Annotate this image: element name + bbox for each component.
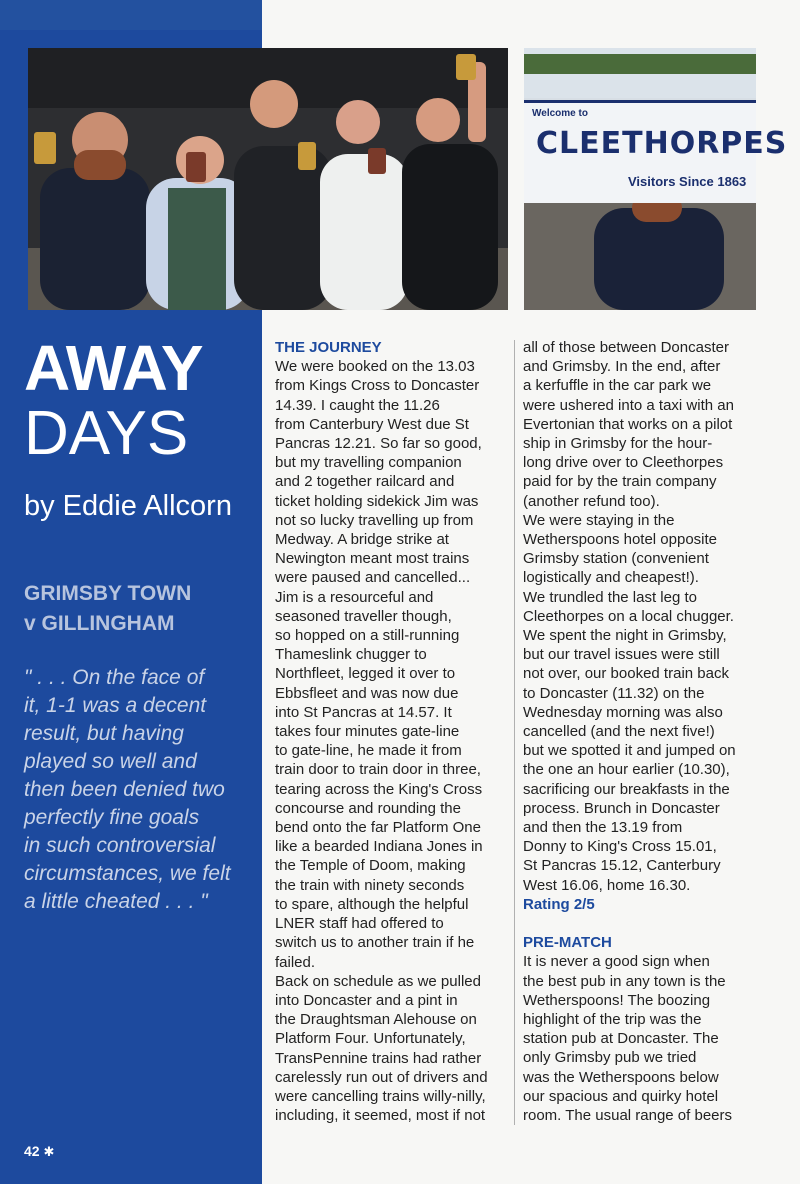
text-line: train door to train door in three, <box>275 761 481 779</box>
sign-welcome-text: Welcome to <box>532 108 588 119</box>
text-line: station pub at Doncaster. The <box>523 1030 719 1048</box>
text-line: in such controversial <box>24 834 216 857</box>
text-line: only Grimsby pub we tried <box>523 1049 697 1067</box>
text-line: West 16.06, home 16.30. <box>523 876 691 894</box>
text-line: was the Wetherspoons below <box>523 1068 719 1086</box>
text-line: takes four minutes gate-line <box>275 723 460 741</box>
text-line: (another refund too). <box>523 492 660 510</box>
cleethorpes-photo <box>524 48 788 310</box>
text-line: the Draughtsman Alehouse on <box>275 1011 477 1029</box>
text-line: then been denied two <box>24 778 225 801</box>
paragraph-gap <box>523 914 759 933</box>
text-line: were cancelling trains willy-nilly, <box>275 1087 486 1105</box>
match-away-team: v GILLINGHAM <box>24 612 175 635</box>
text-line: so hopped on a still-running <box>275 627 460 645</box>
text-line: to gate-line, he made it from <box>275 742 462 760</box>
page-number-text: 42 <box>24 1143 40 1159</box>
sign-town-name: CLEETHORPES <box>536 126 788 161</box>
text-line: a little cheated . . . " <box>24 890 208 913</box>
text-line: but we spotted it and jumped on <box>523 742 736 760</box>
text-line: bend onto the far Platform One <box>275 819 481 837</box>
text-line: It is never a good sign when <box>523 953 710 971</box>
title-away: AWAY <box>24 332 203 404</box>
text-line: Wednesday morning was also <box>523 703 723 721</box>
text-line: We were staying in the <box>523 511 675 529</box>
text-line: Evertonian that works on a pilot <box>523 415 733 433</box>
text-line: not over, our booked train back <box>523 665 729 683</box>
text-line: Jim is a resourceful and <box>275 588 434 606</box>
text-line: 14.39. I caught the 11.26 <box>275 396 440 414</box>
pull-quote <box>24 664 254 916</box>
text-line: carelessly run out of drivers and <box>275 1068 488 1086</box>
text-line: and 2 together railcard and <box>275 473 455 491</box>
text-line: switch us to another train if he <box>275 934 475 952</box>
text-line: but our travel issues were still <box>523 646 720 664</box>
text-line: concourse and rounding the <box>275 799 461 817</box>
text-line: Wetherspoons hotel opposite <box>523 531 718 549</box>
journey-rating: Rating 2/5 <box>523 895 595 913</box>
text-line: seasoned traveller though, <box>275 607 452 625</box>
match-home-team: GRIMSBY TOWN <box>24 582 192 605</box>
text-line: not so lucky travelling up from <box>275 511 474 529</box>
sidebar-top-band <box>0 0 262 30</box>
text-line: but my travelling companion <box>275 454 462 472</box>
sign-subtitle: Visitors Since 1863 <box>628 174 747 189</box>
text-line: long drive over to Cleethorpes <box>523 454 724 472</box>
text-line: including, it seemed, most if not <box>275 1107 486 1125</box>
text-line: TransPennine trains had rather <box>275 1049 482 1067</box>
text-line: to spare, although the helpful <box>275 895 469 913</box>
column-1-text <box>275 357 511 1125</box>
text-line: the train with ninety seconds <box>275 876 465 894</box>
text-line: We trundled the last leg to <box>523 588 697 606</box>
text-line: Platform Four. Unfortunately, <box>275 1030 466 1048</box>
text-line: cancelled (and the next five!) <box>523 723 715 741</box>
text-line: like a bearded Indiana Jones in <box>275 838 483 856</box>
title-days: DAYS <box>24 399 189 468</box>
decorative-mark-icon: ✱ <box>43 1144 55 1159</box>
text-line: Donny to King's Cross 15.01, <box>523 838 717 856</box>
column-2-text-a <box>523 338 759 895</box>
text-line: were paused and cancelled... <box>275 569 471 587</box>
text-line: Pancras 12.21. So far so good, <box>275 435 482 453</box>
text-line: ticket holding sidekick Jim was <box>275 492 479 510</box>
text-line: circumstances, we felt <box>24 862 231 885</box>
text-line: Grimsby station (convenient <box>523 550 709 568</box>
text-line: room. The usual range of beers <box>523 1106 733 1124</box>
text-line: logistically and cheapest!). <box>523 569 699 587</box>
section-heading-prematch: PRE-MATCH <box>523 934 612 952</box>
group-of-fans-raising-pints-photo <box>28 48 508 310</box>
text-line: a kerfuffle in the car park we <box>523 377 712 395</box>
text-line: failed. <box>275 953 316 971</box>
text-line: into Doncaster and a pint in <box>275 991 458 1009</box>
text-line: Cleethorpes on a local chugger. <box>523 607 734 625</box>
text-line: Northfleet, legged it over to <box>275 665 456 683</box>
text-line: the best pub in any town is the <box>523 972 726 990</box>
text-line: Medway. A bridge strike at <box>275 531 449 549</box>
column-2-text-b <box>523 952 759 1125</box>
text-line: our spacious and quirky hotel <box>523 1087 719 1105</box>
text-line: into St Pancras at 14.57. It <box>275 703 452 721</box>
page-number <box>24 1143 54 1160</box>
text-line: tearing across the King's Cross <box>275 780 483 798</box>
text-line: " . . . On the face of <box>24 666 205 689</box>
text-line: Wetherspoons! The boozing <box>523 991 711 1009</box>
text-line: to Doncaster (11.32) on the <box>523 684 705 702</box>
text-line: Newington meant most trains <box>275 550 470 568</box>
text-line: We were booked on the 13.03 <box>275 358 475 376</box>
text-line: were ushered into a taxi with an <box>523 396 734 414</box>
text-line: process. Brunch in Doncaster <box>523 799 720 817</box>
section-heading-journey: THE JOURNEY <box>275 339 382 356</box>
text-line: played so well and <box>24 750 197 773</box>
text-line: LNER staff had offered to <box>275 915 444 933</box>
text-line: ship in Grimsby for the hour- <box>523 435 713 453</box>
text-line: the Temple of Doom, making <box>275 857 466 875</box>
text-line: perfectly fine goals <box>24 806 200 829</box>
article-column-2 <box>523 338 759 1125</box>
text-line: Ebbsfleet and was now due <box>275 684 459 702</box>
text-line: from Kings Cross to Doncaster <box>275 377 480 395</box>
text-line: and Grimsby. In the end, after <box>523 358 721 376</box>
text-line: it, 1-1 was a decent <box>24 694 207 717</box>
text-line: Back on schedule as we pulled <box>275 972 481 990</box>
author-byline: by Eddie Allcorn <box>24 490 232 522</box>
text-line: highlight of the trip was the <box>523 1010 702 1028</box>
text-line: Thameslink chugger to <box>275 646 427 664</box>
column-divider <box>514 340 515 1125</box>
group-photo <box>28 48 508 310</box>
text-line: all of those between Doncaster <box>523 339 729 356</box>
article-column-1 <box>275 338 511 1125</box>
text-line: and then the 13.19 from <box>523 819 683 837</box>
text-line: paid for by the train company <box>523 473 717 491</box>
text-line: St Pancras 15.12, Canterbury <box>523 857 721 875</box>
text-line: sacrificing our breakfasts in the <box>523 780 730 798</box>
text-line: the one an hour earlier (10.30), <box>523 761 730 779</box>
text-line: result, but having <box>24 722 184 745</box>
text-line: We spent the night in Grimsby, <box>523 627 727 645</box>
text-line: from Canterbury West due St <box>275 415 469 433</box>
